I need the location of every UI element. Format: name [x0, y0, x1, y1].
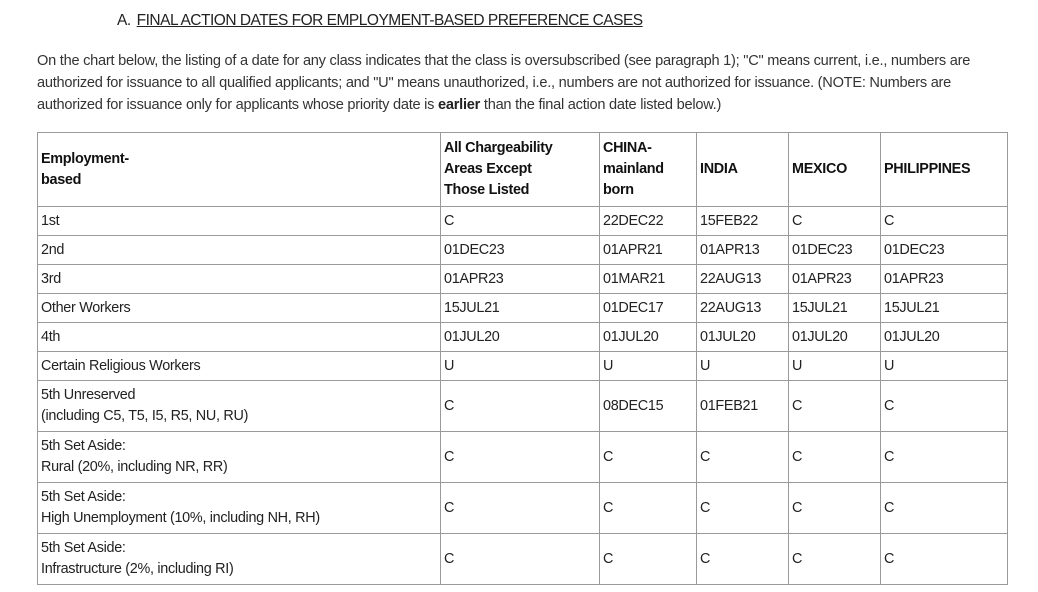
cell-india: C [697, 483, 789, 534]
cell-all: C [441, 534, 600, 585]
cell-mexico: 01DEC23 [789, 236, 881, 265]
cell-india: 15FEB22 [697, 207, 789, 236]
table-row [38, 352, 1008, 381]
category-label-line: 5th Unreserved [41, 387, 136, 403]
intro-text-part2: than the final action date listed below.) [480, 97, 722, 113]
cell-india: C [697, 534, 789, 585]
cell-all: U [441, 352, 600, 381]
header-philippines: PHILIPPINES [881, 133, 1008, 207]
cell-all: C [441, 432, 600, 483]
table-row [38, 381, 1008, 432]
header-mexico: MEXICO [789, 133, 881, 207]
header-line: Employment- [41, 150, 129, 167]
cell-mexico: 15JUL21 [789, 294, 881, 323]
category-label-line: 5th Set Aside: [41, 540, 126, 556]
row-category-label [38, 432, 441, 483]
table-row [38, 207, 1008, 236]
table-row [38, 534, 1008, 585]
header-line: All Chargeability [444, 140, 553, 156]
category-label-line: 5th Set Aside: [41, 489, 126, 505]
cell-china: 01JUL20 [600, 323, 697, 352]
cell-mexico: C [789, 207, 881, 236]
cell-all: C [441, 381, 600, 432]
cell-philippines: 01APR23 [881, 265, 1008, 294]
cell-philippines: C [881, 207, 1008, 236]
category-label-line: Other Workers [41, 299, 131, 316]
cell-china: C [600, 534, 697, 585]
cell-china: 01DEC17 [600, 294, 697, 323]
cell-china: 08DEC15 [600, 381, 697, 432]
cell-philippines: C [881, 432, 1008, 483]
intro-paragraph [37, 50, 1002, 116]
cell-philippines: C [881, 381, 1008, 432]
category-label-line: (including C5, T5, I5, R5, NU, RU) [41, 408, 249, 424]
header-line: CHINA- [603, 140, 652, 156]
row-category-label [38, 265, 441, 294]
cell-india: 01APR13 [697, 236, 789, 265]
table-row [38, 265, 1008, 294]
header-line: Those Listed [444, 182, 530, 198]
cell-mexico: C [789, 432, 881, 483]
cell-all: 01APR23 [441, 265, 600, 294]
category-label-line: Rural (20%, including NR, RR) [41, 459, 228, 475]
header-line: born [603, 182, 634, 198]
row-category-label [38, 381, 441, 432]
cell-india: 01JUL20 [697, 323, 789, 352]
intro-emphasis: earlier [438, 97, 481, 113]
cell-india: 01FEB21 [697, 381, 789, 432]
cell-mexico: C [789, 534, 881, 585]
cell-philippines: 15JUL21 [881, 294, 1008, 323]
header-line: mainland [603, 161, 664, 177]
cell-mexico: C [789, 381, 881, 432]
header-all-chargeability [441, 133, 600, 207]
category-label-line: Infrastructure (2%, including RI) [41, 561, 234, 577]
header-india: INDIA [697, 133, 789, 207]
cell-all: 01DEC23 [441, 236, 600, 265]
cell-china: 22DEC22 [600, 207, 697, 236]
cell-all: C [441, 483, 600, 534]
cell-india: C [697, 432, 789, 483]
cell-philippines: 01JUL20 [881, 323, 1008, 352]
cell-all: C [441, 207, 600, 236]
header-row [38, 133, 1008, 207]
row-category-label [38, 352, 441, 381]
table-row [38, 236, 1008, 265]
cell-philippines: C [881, 483, 1008, 534]
intro-text-part1: On the chart below, the listing of a date for any class indicates that the class is oversubscribed (see paragraph 1); "C" means current, i.e., numbers are authorized for issuance to all qualified applicants; and "U" means unauthorized, i.e., numbers are not authorized for issuance. (NOTE: Numbers are authorized for issuance only for applicants whose priority date is [37, 53, 971, 113]
header-line: based [41, 171, 82, 188]
row-category-label [38, 483, 441, 534]
category-label-line: High Unemployment (10%, including NH, RH) [41, 510, 320, 526]
header-line: Areas Except [444, 161, 532, 177]
cell-china: 01MAR21 [600, 265, 697, 294]
category-label-line: 4th [41, 328, 61, 345]
cell-mexico: C [789, 483, 881, 534]
cell-india: 22AUG13 [697, 265, 789, 294]
cell-mexico: 01JUL20 [789, 323, 881, 352]
table-row [38, 323, 1008, 352]
cell-philippines: C [881, 534, 1008, 585]
header-employment-based [38, 133, 441, 207]
cell-philippines: U [881, 352, 1008, 381]
table-row [38, 432, 1008, 483]
cell-philippines: 01DEC23 [881, 236, 1008, 265]
final-action-dates-table [37, 132, 1008, 585]
row-category-label [38, 323, 441, 352]
table-row [38, 483, 1008, 534]
category-label-line: 5th Set Aside: [41, 438, 126, 454]
row-category-label [38, 236, 441, 265]
cell-all: 15JUL21 [441, 294, 600, 323]
section-letter: A. [117, 12, 131, 29]
category-label-line: 2nd [41, 241, 65, 258]
header-china [600, 133, 697, 207]
cell-india: U [697, 352, 789, 381]
cell-all: 01JUL20 [441, 323, 600, 352]
cell-china: C [600, 483, 697, 534]
cell-mexico: U [789, 352, 881, 381]
row-category-label [38, 207, 441, 236]
cell-mexico: 01APR23 [789, 265, 881, 294]
cell-china: 01APR21 [600, 236, 697, 265]
cell-china: C [600, 432, 697, 483]
category-label-line: Certain Religious Workers [41, 357, 201, 374]
section-title: FINAL ACTION DATES FOR EMPLOYMENT-BASED PREFERENCE CASES [136, 12, 643, 29]
cell-india: 22AUG13 [697, 294, 789, 323]
section-heading [117, 12, 643, 30]
category-label-line: 1st [41, 212, 60, 229]
table-row [38, 294, 1008, 323]
category-label-line: 3rd [41, 270, 61, 287]
row-category-label [38, 534, 441, 585]
row-category-label [38, 294, 441, 323]
cell-china: U [600, 352, 697, 381]
